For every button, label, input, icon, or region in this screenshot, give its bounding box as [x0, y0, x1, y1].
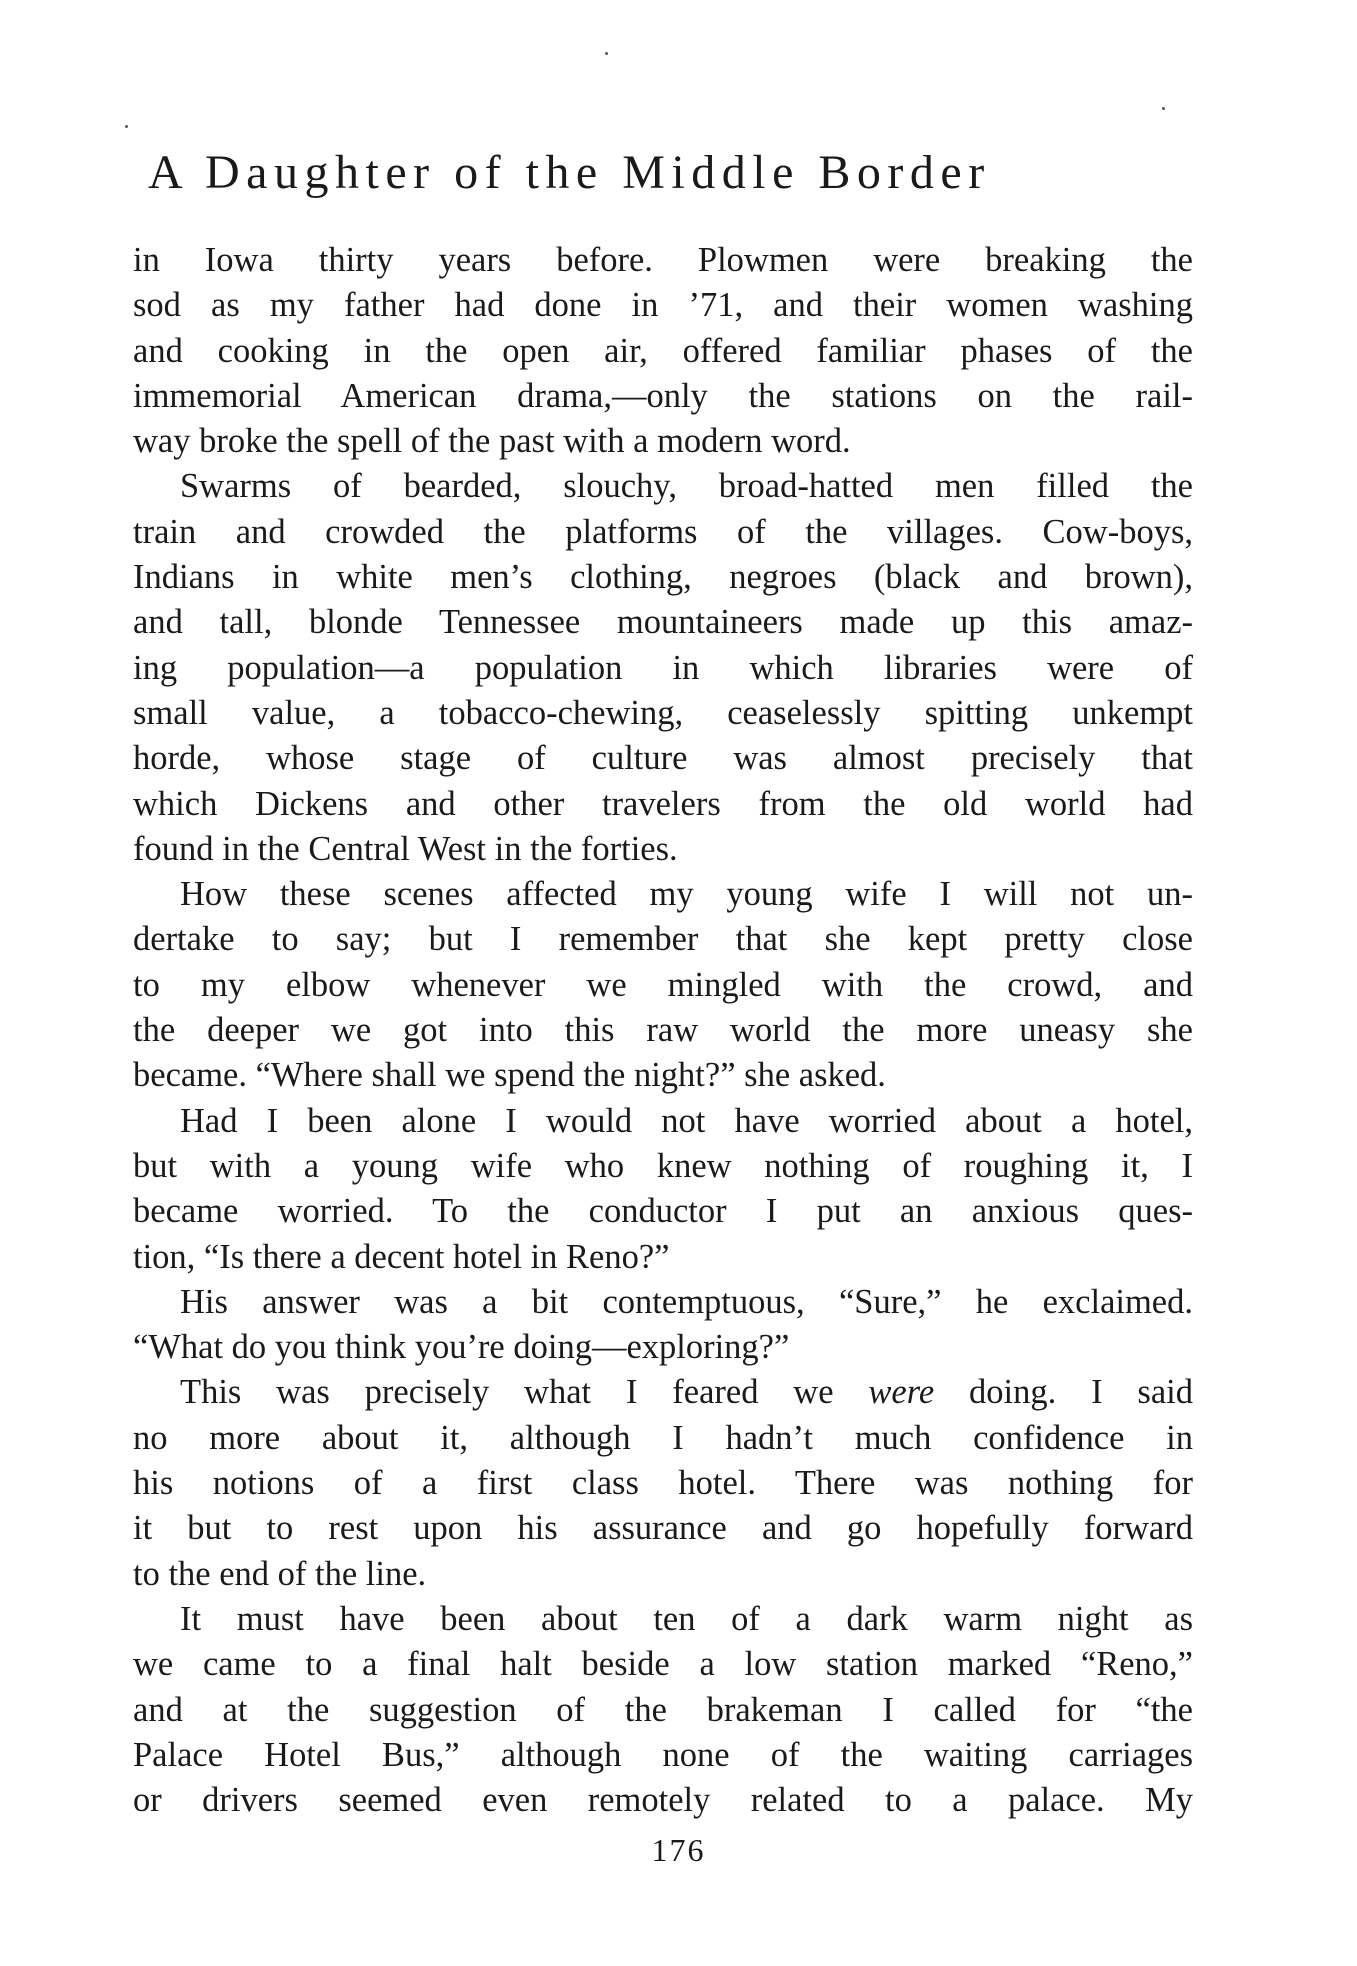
text-line: horde, whose stage of culture was almost precisely that [133, 739, 1193, 778]
text-line: or drivers seemed even remotely related to a palace. My [133, 1781, 1193, 1820]
text-line: Palace Hotel Bus,” although none of the waiting carriages [133, 1735, 1193, 1774]
text-line: no more about it, although I hadn’t much confidence in [133, 1418, 1193, 1457]
text-line: became. “Where shall we spend the night?” she asked. [133, 1056, 886, 1095]
text-line: found in the Central West in the forties. [133, 829, 678, 868]
text-line: train and crowded the platforms of the villages. Cow-boys, [133, 512, 1193, 551]
text-line: and cooking in the open air, offered familiar phases of the [133, 331, 1193, 370]
text-line: immemorial American drama,—only the stations on the rail- [133, 376, 1193, 415]
text-line: we came to a final halt beside a low station marked “Reno,” [133, 1645, 1193, 1684]
text-line: but with a young wife who knew nothing of roughing it, I [133, 1146, 1193, 1185]
text-line: small value, a tobacco-chewing, ceaselessly spitting unkempt [133, 693, 1193, 732]
paragraph-first-line: His answer was a bit contemptuous, “Sure,” he exclaimed. [180, 1282, 1193, 1321]
text-line: tion, “Is there a decent hotel in Reno?” [133, 1237, 670, 1276]
emphasized-word: were [868, 1373, 935, 1412]
paper-speck [1162, 107, 1165, 110]
text-line: sod as my father had done in ’71, and their women washing [133, 286, 1193, 325]
paper-speck [125, 125, 128, 128]
text-line: dertake to say; but I remember that she kept pretty close [133, 920, 1193, 959]
text-line: and tall, blonde Tennessee mountaineers made up this amaz- [133, 603, 1193, 642]
text-line: and at the suggestion of the brakeman I called for “the [133, 1690, 1193, 1729]
text-line: it but to rest upon his assurance and go hopefully forward [133, 1509, 1193, 1548]
text-line: to my elbow whenever we mingled with the crowd, and [133, 965, 1193, 1004]
body-text [133, 238, 1193, 1823]
text-line: Indians in white men’s clothing, negroes (black and brown), [133, 558, 1193, 597]
paper-speck [605, 52, 608, 55]
running-head: A Daughter of the Middle Border [148, 146, 991, 199]
text-line: the deeper we got into this raw world the more uneasy she [133, 1011, 1193, 1050]
text-line: “What do you think you’re doing—exploring?” [133, 1328, 790, 1367]
page-number: 176 [651, 1832, 706, 1868]
paragraph-first-line: Swarms of bearded, slouchy, broad-hatted men filled the [180, 467, 1193, 506]
paragraph-first-line: Had I been alone I would not have worried about a hotel, [180, 1101, 1193, 1140]
text-line: to the end of the line. [133, 1554, 427, 1593]
text-line: way broke the spell of the past with a modern word. [133, 422, 851, 461]
text-line: which Dickens and other travelers from the old world had [133, 784, 1193, 823]
paragraph-first-line: How these scenes affected my young wife I will not un- [180, 875, 1193, 914]
text-line: his notions of a first class hotel. There was nothing for [133, 1464, 1193, 1503]
paragraph-first-line: It must have been about ten of a dark warm night as [180, 1599, 1193, 1638]
text-line: in Iowa thirty years before. Plowmen were breaking the [133, 241, 1193, 279]
text-line: became worried. To the conductor I put an anxious ques- [133, 1192, 1193, 1231]
text-line: ing population—a population in which libraries were of [133, 648, 1193, 687]
paragraph-first-line: This was precisely what I feared we were doing. I said [180, 1373, 1193, 1412]
